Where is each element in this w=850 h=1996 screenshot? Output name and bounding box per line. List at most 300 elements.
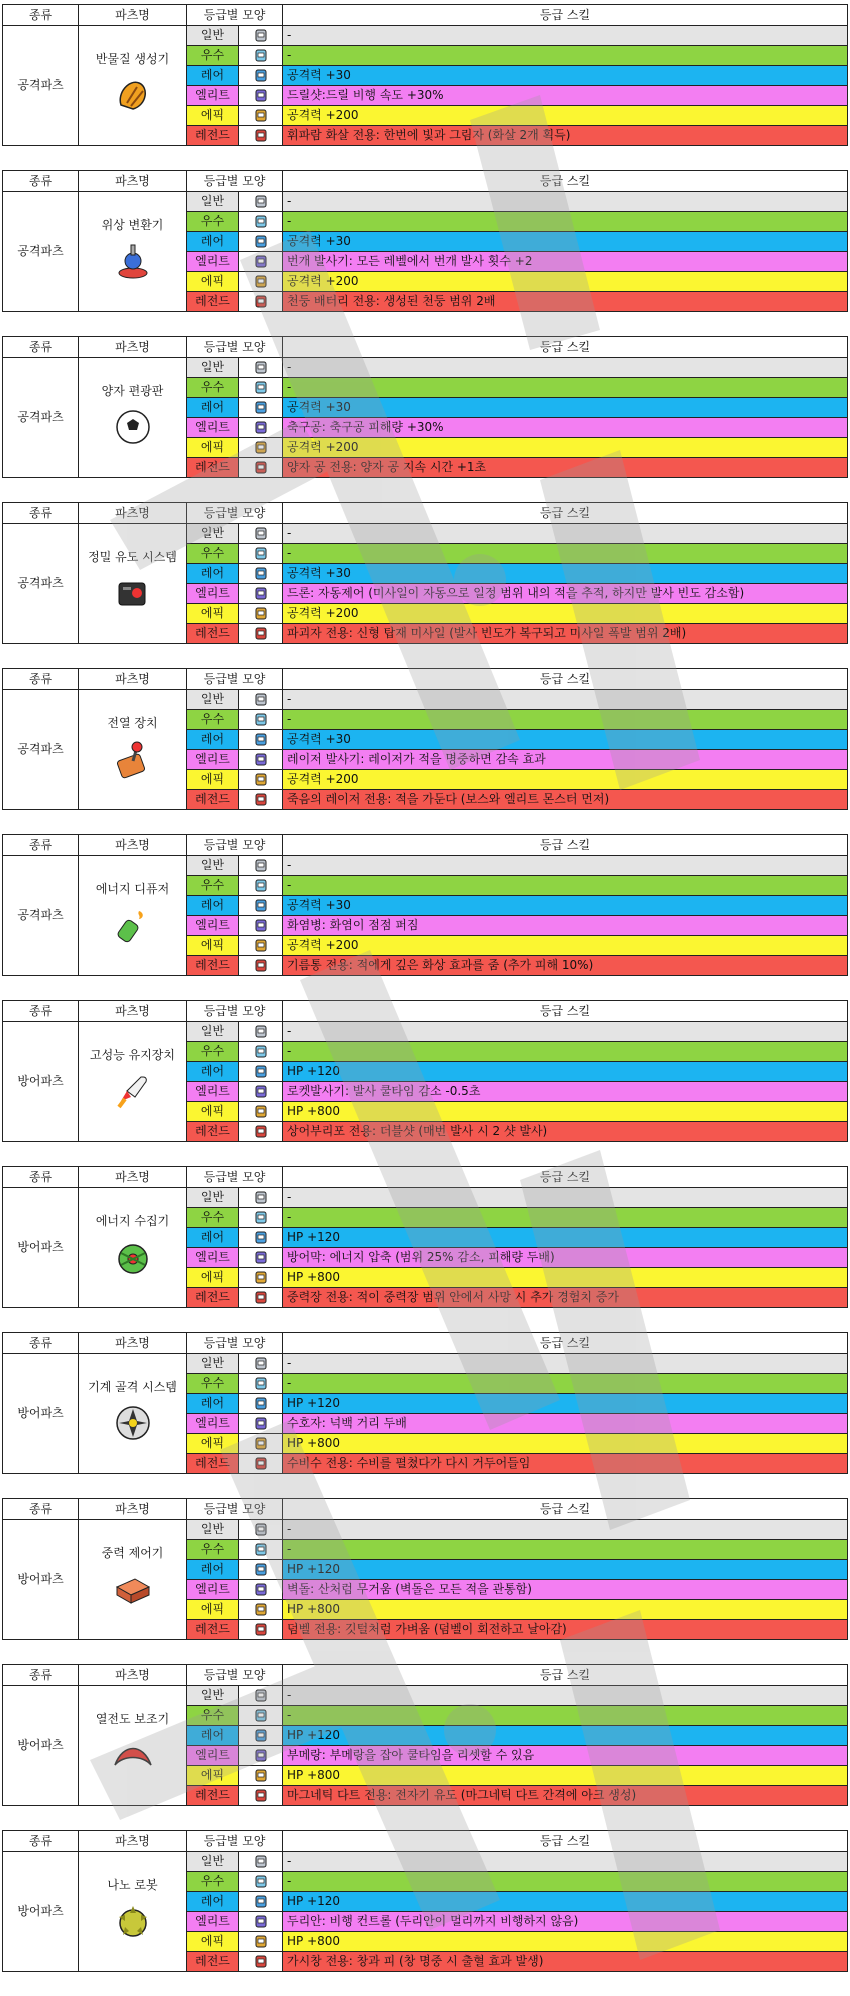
grade-shape-icon [239, 252, 283, 272]
part-block [2, 1000, 848, 1146]
header-type: 종류 [3, 171, 79, 192]
grade-row [3, 1022, 848, 1042]
grade-label: 레전드 [187, 956, 239, 976]
part-type: 방어파츠 [3, 1354, 79, 1474]
grade-shape-icon [239, 1706, 283, 1726]
part-type: 공격파츠 [3, 26, 79, 146]
grade-shape-icon [239, 292, 283, 312]
header-name: 파츠명 [79, 1831, 187, 1852]
grade-shape-icon [239, 358, 283, 378]
header-shape: 등급별 모양 [187, 1333, 283, 1354]
grade-skill: 공격력 +200 [283, 936, 848, 956]
grade-shape-icon [239, 524, 283, 544]
grade-shape-icon [239, 46, 283, 66]
part-type: 공격파츠 [3, 524, 79, 644]
part-name: 정밀 유도 시스템 [88, 550, 177, 564]
shell-icon [79, 75, 186, 115]
grade-skill: 두리안: 비행 컨트롤 (두리안이 멀리까지 비행하지 않음) [283, 1912, 848, 1932]
grade-skill: - [283, 378, 848, 398]
grade-label: 일반 [187, 856, 239, 876]
grade-label: 우수 [187, 378, 239, 398]
grade-shape-icon [239, 1022, 283, 1042]
part-cell [79, 524, 187, 644]
header-skill: 등급 스킬 [283, 1665, 848, 1686]
grade-label: 우수 [187, 1374, 239, 1394]
grade-label: 레전드 [187, 624, 239, 644]
grade-label: 일반 [187, 690, 239, 710]
grade-label: 에픽 [187, 770, 239, 790]
part-cell [79, 192, 187, 312]
header-skill: 등급 스킬 [283, 337, 848, 358]
grade-shape-icon [239, 750, 283, 770]
shuriken-ring-icon [79, 1403, 186, 1443]
grade-shape-icon [239, 1560, 283, 1580]
grade-skill: HP +120 [283, 1394, 848, 1414]
header-name: 파츠명 [79, 337, 187, 358]
part-name: 기계 골격 시스템 [88, 1380, 177, 1394]
header-type: 종류 [3, 835, 79, 856]
grade-skill: 수비수 전용: 수비를 펼쳤다가 다시 거두어들임 [283, 1454, 848, 1474]
table-header-row [3, 503, 848, 524]
grade-skill: 부메랑: 부메랑을 잡아 쿨타임을 리셋할 수 있음 [283, 1746, 848, 1766]
part-cell [79, 358, 187, 478]
grade-shape-icon [239, 1374, 283, 1394]
part-type: 방어파츠 [3, 1022, 79, 1142]
table-header-row [3, 1333, 848, 1354]
part-table [2, 1332, 848, 1474]
grade-label: 엘리트 [187, 1248, 239, 1268]
grade-row [3, 1520, 848, 1540]
grade-skill: 파괴자 전용: 신형 탑재 미사일 (발사 빈도가 복구되고 미사일 폭발 범위 2배) [283, 624, 848, 644]
grade-shape-icon [239, 378, 283, 398]
grade-skill: - [283, 1022, 848, 1042]
grade-shape-icon [239, 1746, 283, 1766]
radar-device-icon [79, 573, 186, 613]
grade-label: 우수 [187, 46, 239, 66]
table-header-row [3, 5, 848, 26]
grade-shape-icon [239, 1354, 283, 1374]
part-block [2, 336, 848, 482]
grade-shape-icon [239, 26, 283, 46]
grade-shape-icon [239, 876, 283, 896]
grade-shape-icon [239, 584, 283, 604]
grade-label: 우수 [187, 212, 239, 232]
grade-shape-icon [239, 1062, 283, 1082]
part-type: 공격파츠 [3, 192, 79, 312]
grade-label: 레전드 [187, 292, 239, 312]
grade-skill: - [283, 1872, 848, 1892]
grade-shape-icon [239, 544, 283, 564]
grade-shape-icon [239, 398, 283, 418]
grade-label: 우수 [187, 876, 239, 896]
header-name: 파츠명 [79, 835, 187, 856]
grade-skill: - [283, 1852, 848, 1872]
grade-shape-icon [239, 458, 283, 478]
header-name: 파츠명 [79, 669, 187, 690]
boomerang-icon [79, 1735, 186, 1775]
grade-label: 레어 [187, 66, 239, 86]
soccer-ball-icon [79, 407, 186, 447]
grade-label: 레전드 [187, 1786, 239, 1806]
grade-skill: 로켓발사기: 발사 쿨타임 감소 -0.5초 [283, 1082, 848, 1102]
header-shape: 등급별 모양 [187, 1001, 283, 1022]
grade-shape-icon [239, 1520, 283, 1540]
grade-shape-icon [239, 1042, 283, 1062]
grade-label: 우수 [187, 1540, 239, 1560]
part-type: 방어파츠 [3, 1852, 79, 1972]
header-shape: 등급별 모양 [187, 503, 283, 524]
grade-label: 레전드 [187, 126, 239, 146]
grade-label: 레어 [187, 398, 239, 418]
grade-label: 일반 [187, 1188, 239, 1208]
header-type: 종류 [3, 1665, 79, 1686]
grade-label: 에픽 [187, 1766, 239, 1786]
header-skill: 등급 스킬 [283, 5, 848, 26]
grade-skill: 공격력 +200 [283, 438, 848, 458]
grade-skill: 마그네틱 다트 전용: 전자기 유도 (마그네틱 다트 간격에 아크 생성) [283, 1786, 848, 1806]
grade-skill: - [283, 1208, 848, 1228]
part-block [2, 1830, 848, 1976]
part-table [2, 336, 848, 478]
grade-shape-icon [239, 770, 283, 790]
grade-shape-icon [239, 730, 283, 750]
grade-label: 레전드 [187, 1952, 239, 1972]
part-name: 에너지 디퓨저 [95, 882, 170, 896]
grade-skill: HP +120 [283, 1062, 848, 1082]
header-shape: 등급별 모양 [187, 669, 283, 690]
part-block [2, 170, 848, 316]
part-name: 위상 변환기 [101, 218, 164, 232]
grade-skill: - [283, 856, 848, 876]
table-header-row [3, 171, 848, 192]
grade-shape-icon [239, 1228, 283, 1248]
header-shape: 등급별 모양 [187, 171, 283, 192]
header-skill: 등급 스킬 [283, 1001, 848, 1022]
grade-label: 엘리트 [187, 1912, 239, 1932]
grade-label: 레어 [187, 1560, 239, 1580]
header-type: 종류 [3, 1333, 79, 1354]
grade-label: 레어 [187, 1892, 239, 1912]
grade-skill: 레이저 발사기: 레이저가 적을 명중하면 감속 효과 [283, 750, 848, 770]
grade-skill: 공격력 +30 [283, 398, 848, 418]
grade-label: 엘리트 [187, 1580, 239, 1600]
brick-icon [79, 1569, 186, 1609]
part-cell [79, 1188, 187, 1308]
header-type: 종류 [3, 1001, 79, 1022]
part-table [2, 834, 848, 976]
header-skill: 등급 스킬 [283, 1167, 848, 1188]
grade-skill: 중력장 전용: 적이 중력장 범위 안에서 사망 시 추가 경험치 증가 [283, 1288, 848, 1308]
grade-label: 레어 [187, 730, 239, 750]
part-cell [79, 1354, 187, 1474]
table-header-row [3, 669, 848, 690]
grade-skill: - [283, 358, 848, 378]
grade-label: 일반 [187, 1022, 239, 1042]
header-skill: 등급 스킬 [283, 1831, 848, 1852]
grade-shape-icon [239, 192, 283, 212]
grade-skill: HP +120 [283, 1726, 848, 1746]
grade-skill: 축구공: 축구공 피해량 +30% [283, 418, 848, 438]
grade-skill: - [283, 1540, 848, 1560]
grade-shape-icon [239, 1686, 283, 1706]
green-mine-icon [79, 1237, 186, 1277]
part-block [2, 1332, 848, 1478]
header-name: 파츠명 [79, 1001, 187, 1022]
grade-label: 엘리트 [187, 1746, 239, 1766]
grade-label: 엘리트 [187, 584, 239, 604]
part-block [2, 1664, 848, 1810]
grade-label: 우수 [187, 1208, 239, 1228]
grade-skill: HP +800 [283, 1932, 848, 1952]
grade-shape-icon [239, 604, 283, 624]
grade-label: 우수 [187, 710, 239, 730]
grade-skill: 가시창 전용: 창과 피 (창 명중 시 출혈 효과 발생) [283, 1952, 848, 1972]
part-name: 고성능 유지장치 [90, 1048, 175, 1062]
grade-shape-icon [239, 1726, 283, 1746]
part-type: 방어파츠 [3, 1188, 79, 1308]
part-block [2, 502, 848, 648]
grade-label: 엘리트 [187, 750, 239, 770]
grade-skill: - [283, 1188, 848, 1208]
grade-skill: 기름통 전용: 적에게 깊은 화상 효과를 줌 (추가 피해 10%) [283, 956, 848, 976]
part-table [2, 502, 848, 644]
grade-label: 에픽 [187, 272, 239, 292]
grade-skill: - [283, 212, 848, 232]
grade-shape-icon [239, 1912, 283, 1932]
table-header-row [3, 835, 848, 856]
grade-shape-icon [239, 1188, 283, 1208]
part-cell [79, 690, 187, 810]
grade-skill: 공격력 +200 [283, 106, 848, 126]
grade-shape-icon [239, 1394, 283, 1414]
grade-shape-icon [239, 690, 283, 710]
grade-skill: HP +800 [283, 1766, 848, 1786]
grade-shape-icon [239, 418, 283, 438]
part-cell [79, 26, 187, 146]
grade-label: 에픽 [187, 438, 239, 458]
grade-label: 일반 [187, 1354, 239, 1374]
grade-shape-icon [239, 272, 283, 292]
grade-label: 엘리트 [187, 916, 239, 936]
grade-label: 일반 [187, 192, 239, 212]
grade-row [3, 358, 848, 378]
grade-shape-icon [239, 1580, 283, 1600]
header-shape: 등급별 모양 [187, 5, 283, 26]
grade-shape-icon [239, 212, 283, 232]
header-shape: 등급별 모양 [187, 337, 283, 358]
grade-skill: HP +800 [283, 1434, 848, 1454]
part-block [2, 1166, 848, 1312]
grade-row [3, 524, 848, 544]
grade-shape-icon [239, 86, 283, 106]
grade-shape-icon [239, 66, 283, 86]
header-type: 종류 [3, 669, 79, 690]
header-type: 종류 [3, 337, 79, 358]
grade-row [3, 26, 848, 46]
grade-label: 엘리트 [187, 252, 239, 272]
grade-skill: 공격력 +30 [283, 232, 848, 252]
grade-shape-icon [239, 126, 283, 146]
header-name: 파츠명 [79, 171, 187, 192]
grade-shape-icon [239, 1952, 283, 1972]
grade-label: 레어 [187, 1726, 239, 1746]
grade-label: 에픽 [187, 1932, 239, 1952]
grade-skill: HP +800 [283, 1600, 848, 1620]
grade-shape-icon [239, 1268, 283, 1288]
grade-skill: 공격력 +30 [283, 730, 848, 750]
header-type: 종류 [3, 5, 79, 26]
grade-skill: - [283, 192, 848, 212]
header-name: 파츠명 [79, 1333, 187, 1354]
grade-skill: - [283, 876, 848, 896]
header-skill: 등급 스킬 [283, 1499, 848, 1520]
grade-label: 에픽 [187, 936, 239, 956]
grade-shape-icon [239, 1872, 283, 1892]
grade-skill: - [283, 1706, 848, 1726]
grade-label: 에픽 [187, 1102, 239, 1122]
grade-label: 레어 [187, 564, 239, 584]
header-shape: 등급별 모양 [187, 1167, 283, 1188]
grade-shape-icon [239, 916, 283, 936]
header-skill: 등급 스킬 [283, 503, 848, 524]
grade-shape-icon [239, 956, 283, 976]
grade-skill: 공격력 +30 [283, 896, 848, 916]
table-header-row [3, 1831, 848, 1852]
grade-shape-icon [239, 564, 283, 584]
grade-shape-icon [239, 1540, 283, 1560]
grade-shape-icon [239, 106, 283, 126]
header-skill: 등급 스킬 [283, 1333, 848, 1354]
header-name: 파츠명 [79, 503, 187, 524]
part-cell [79, 1686, 187, 1806]
grade-label: 일반 [187, 524, 239, 544]
grade-skill: - [283, 1520, 848, 1540]
part-name: 에너지 수집기 [95, 1214, 170, 1228]
grade-skill: 번개 발사기: 모든 레벨에서 번개 발사 횟수 +2 [283, 252, 848, 272]
grade-skill: HP +800 [283, 1268, 848, 1288]
grade-skill: HP +800 [283, 1102, 848, 1122]
grade-label: 레전드 [187, 1288, 239, 1308]
header-skill: 등급 스킬 [283, 669, 848, 690]
grade-skill: 공격력 +200 [283, 604, 848, 624]
grade-skill: - [283, 46, 848, 66]
header-type: 종류 [3, 1831, 79, 1852]
table-header-row [3, 1665, 848, 1686]
grade-label: 일반 [187, 1520, 239, 1540]
header-shape: 등급별 모양 [187, 835, 283, 856]
grade-skill: - [283, 1042, 848, 1062]
grade-label: 레어 [187, 1228, 239, 1248]
grade-skill: - [283, 26, 848, 46]
grade-skill: 드론: 자동제어 (미사일이 자동으로 일정 범위 내의 적을 추적, 하지만 발사 빈도 감소함) [283, 584, 848, 604]
grade-label: 일반 [187, 26, 239, 46]
grade-label: 우수 [187, 1872, 239, 1892]
part-name: 열전도 보조기 [95, 1712, 170, 1726]
header-shape: 등급별 모양 [187, 1831, 283, 1852]
grade-shape-icon [239, 1786, 283, 1806]
grade-label: 에픽 [187, 1434, 239, 1454]
header-skill: 등급 스킬 [283, 835, 848, 856]
part-table [2, 668, 848, 810]
grade-label: 레어 [187, 232, 239, 252]
grade-label: 우수 [187, 1706, 239, 1726]
grade-skill: 공격력 +200 [283, 770, 848, 790]
grade-shape-icon [239, 1892, 283, 1912]
part-table [2, 1664, 848, 1806]
part-table [2, 1830, 848, 1972]
part-name: 나노 로봇 [107, 1878, 158, 1892]
grade-shape-icon [239, 1932, 283, 1952]
part-table [2, 1166, 848, 1308]
grade-label: 에픽 [187, 1268, 239, 1288]
part-name: 반물질 생성기 [95, 52, 170, 66]
grade-skill: 공격력 +200 [283, 272, 848, 292]
grade-label: 에픽 [187, 106, 239, 126]
grade-shape-icon [239, 624, 283, 644]
grade-label: 레어 [187, 1062, 239, 1082]
grade-skill: 공격력 +30 [283, 564, 848, 584]
grade-row [3, 1188, 848, 1208]
grade-skill: - [283, 524, 848, 544]
grade-skill: HP +120 [283, 1228, 848, 1248]
part-block [2, 4, 848, 150]
grade-shape-icon [239, 1288, 283, 1308]
grade-label: 엘리트 [187, 86, 239, 106]
grade-row [3, 1354, 848, 1374]
grade-shape-icon [239, 1122, 283, 1142]
grade-skill: - [283, 690, 848, 710]
grade-label: 엘리트 [187, 1414, 239, 1434]
joystick-icon [79, 739, 186, 779]
grade-skill: 수호자: 넉백 거리 두배 [283, 1414, 848, 1434]
part-name: 중력 제어기 [101, 1546, 164, 1560]
grade-label: 엘리트 [187, 418, 239, 438]
part-block [2, 1498, 848, 1644]
part-type: 공격파츠 [3, 690, 79, 810]
part-table [2, 4, 848, 146]
grade-label: 레전드 [187, 1454, 239, 1474]
grade-shape-icon [239, 896, 283, 916]
grade-shape-icon [239, 1102, 283, 1122]
grade-skill: 드릴샷:드릴 비행 속도 +30% [283, 86, 848, 106]
grade-label: 엘리트 [187, 1082, 239, 1102]
grade-row [3, 1686, 848, 1706]
grade-row [3, 1852, 848, 1872]
grade-row [3, 690, 848, 710]
grade-shape-icon [239, 438, 283, 458]
header-skill: 등급 스킬 [283, 171, 848, 192]
grade-label: 우수 [187, 1042, 239, 1062]
header-type: 종류 [3, 1167, 79, 1188]
header-shape: 등급별 모양 [187, 1499, 283, 1520]
grade-label: 레전드 [187, 1122, 239, 1142]
grade-label: 일반 [187, 358, 239, 378]
part-table [2, 1000, 848, 1142]
grade-shape-icon [239, 1414, 283, 1434]
grade-label: 에픽 [187, 604, 239, 624]
grade-shape-icon [239, 1620, 283, 1640]
grade-shape-icon [239, 936, 283, 956]
part-cell [79, 1022, 187, 1142]
grade-label: 일반 [187, 1686, 239, 1706]
grade-shape-icon [239, 1852, 283, 1872]
grade-label: 우수 [187, 544, 239, 564]
part-cell [79, 1520, 187, 1640]
grade-skill: - [283, 544, 848, 564]
part-type: 공격파츠 [3, 358, 79, 478]
spinning-top-icon [79, 241, 186, 281]
part-block [2, 668, 848, 814]
